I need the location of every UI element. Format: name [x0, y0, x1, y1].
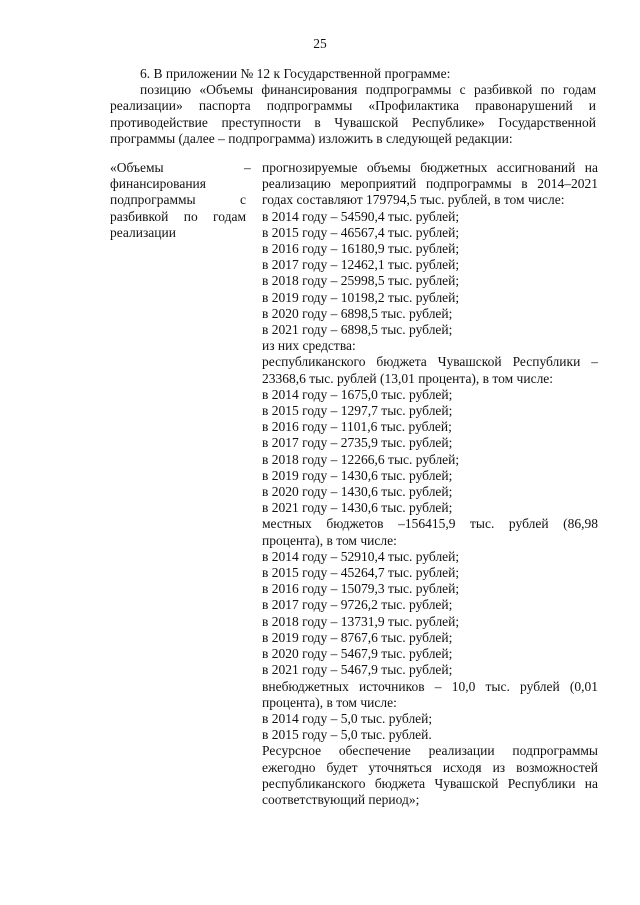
year-amount-line: в 2021 году – 1430,6 тыс. рублей;: [262, 500, 453, 516]
total-funding-paragraph: прогнозируемые объемы бюджетных ассигнований на реализацию мероприятий подпрограммы в 2014–2021 годах составляют 179794,5 тыс. рублей, в том числе:: [262, 160, 598, 208]
extrabudgetary-paragraph: внебюджетных источников – 10,0 тыс. рублей (0,01 процента), в том числе:: [262, 678, 598, 710]
year-amount-line: в 2014 году – 54590,4 тыс. рублей;: [262, 208, 460, 224]
year-amount-line: в 2017 году – 9726,2 тыс. рублей;: [262, 597, 453, 613]
of-them-label: из них средства:: [262, 338, 356, 354]
year-amount-line: в 2021 году – 6898,5 тыс. рублей;: [262, 322, 453, 338]
year-amount-line: в 2016 году – 16180,9 тыс. рублей;: [262, 241, 460, 257]
year-amount-line: в 2019 году – 1430,6 тыс. рублей;: [262, 467, 453, 483]
year-amount-line: в 2019 году – 10198,2 тыс. рублей;: [262, 289, 460, 305]
year-amount-line: в 2018 году – 12266,6 тыс. рублей;: [262, 451, 460, 467]
extrabudgetary-by-year-list: [262, 711, 598, 743]
local-budgets-paragraph: местных бюджетов –156415,9 тыс. рублей (86,98 процента), в том числе:: [262, 516, 598, 548]
year-amount-line: в 2015 году – 1297,7 тыс. рублей;: [262, 403, 453, 419]
year-amount-line: в 2016 году – 15079,3 тыс. рублей;: [262, 581, 460, 597]
year-amount-line: в 2020 году – 6898,5 тыс. рублей;: [262, 305, 453, 321]
total-by-year-list: [262, 209, 598, 339]
year-amount-line: в 2014 году – 1675,0 тыс. рублей;: [262, 386, 453, 402]
republic-budget-paragraph: республиканского бюджета Чувашской Республики – 23368,6 тыс. рублей (13,01 процента), в том числе:: [262, 354, 598, 386]
intro-paragraph: позицию «Объемы финансирования подпрограммы с разбивкой по годам реализации» паспорта подпрограммы «Профилактика правонарушений и противодействие преступности в Чувашской Республике» Государственной программы (далее – подпрограмма) изложить в следующей редакции:: [110, 82, 596, 146]
financing-label-cell: «Объемы финансирования подпрограммы с разбивкой по годам реализации: [110, 160, 246, 240]
year-amount-line: в 2021 году – 5467,9 тыс. рублей;: [262, 662, 453, 678]
year-amount-line: в 2017 году – 12462,1 тыс. рублей;: [262, 257, 460, 273]
year-amount-line: в 2018 году – 25998,5 тыс. рублей;: [262, 273, 460, 289]
year-amount-line: в 2016 году – 1101,6 тыс. рублей;: [262, 419, 452, 435]
year-amount-line: в 2014 году – 5,0 тыс. рублей;: [262, 710, 433, 726]
year-amount-line: в 2018 году – 13731,9 тыс. рублей;: [262, 613, 460, 629]
intro-section: [110, 66, 596, 147]
republic-by-year-list: [262, 387, 598, 517]
year-amount-line: в 2019 году – 8767,6 тыс. рублей;: [262, 629, 453, 645]
page-number: 25: [313, 36, 327, 51]
year-amount-line: в 2020 году – 5467,9 тыс. рублей;: [262, 646, 453, 662]
cell-separator-dash: –: [244, 160, 251, 175]
year-amount-line: в 2020 году – 1430,6 тыс. рублей;: [262, 484, 453, 500]
year-amount-line: в 2015 году – 45264,7 тыс. рублей;: [262, 565, 460, 581]
closing-paragraph: Ресурсное обеспечение реализации подпрограммы ежегодно будет уточняться исходя из возможностей республиканского бюджета Чувашской Республики на соответствующий период»;: [262, 743, 598, 807]
year-amount-line: в 2017 году – 2735,9 тыс. рублей;: [262, 435, 453, 451]
item-heading: 6. В приложении № 12 к Государственной программе:: [140, 66, 451, 81]
year-amount-line: в 2015 году – 5,0 тыс. рублей.: [262, 727, 432, 743]
year-amount-line: в 2015 году – 46567,4 тыс. рублей;: [262, 224, 460, 240]
local-by-year-list: [262, 549, 598, 679]
financing-details-cell: [262, 160, 598, 808]
year-amount-line: в 2014 году – 52910,4 тыс. рублей;: [262, 548, 460, 564]
